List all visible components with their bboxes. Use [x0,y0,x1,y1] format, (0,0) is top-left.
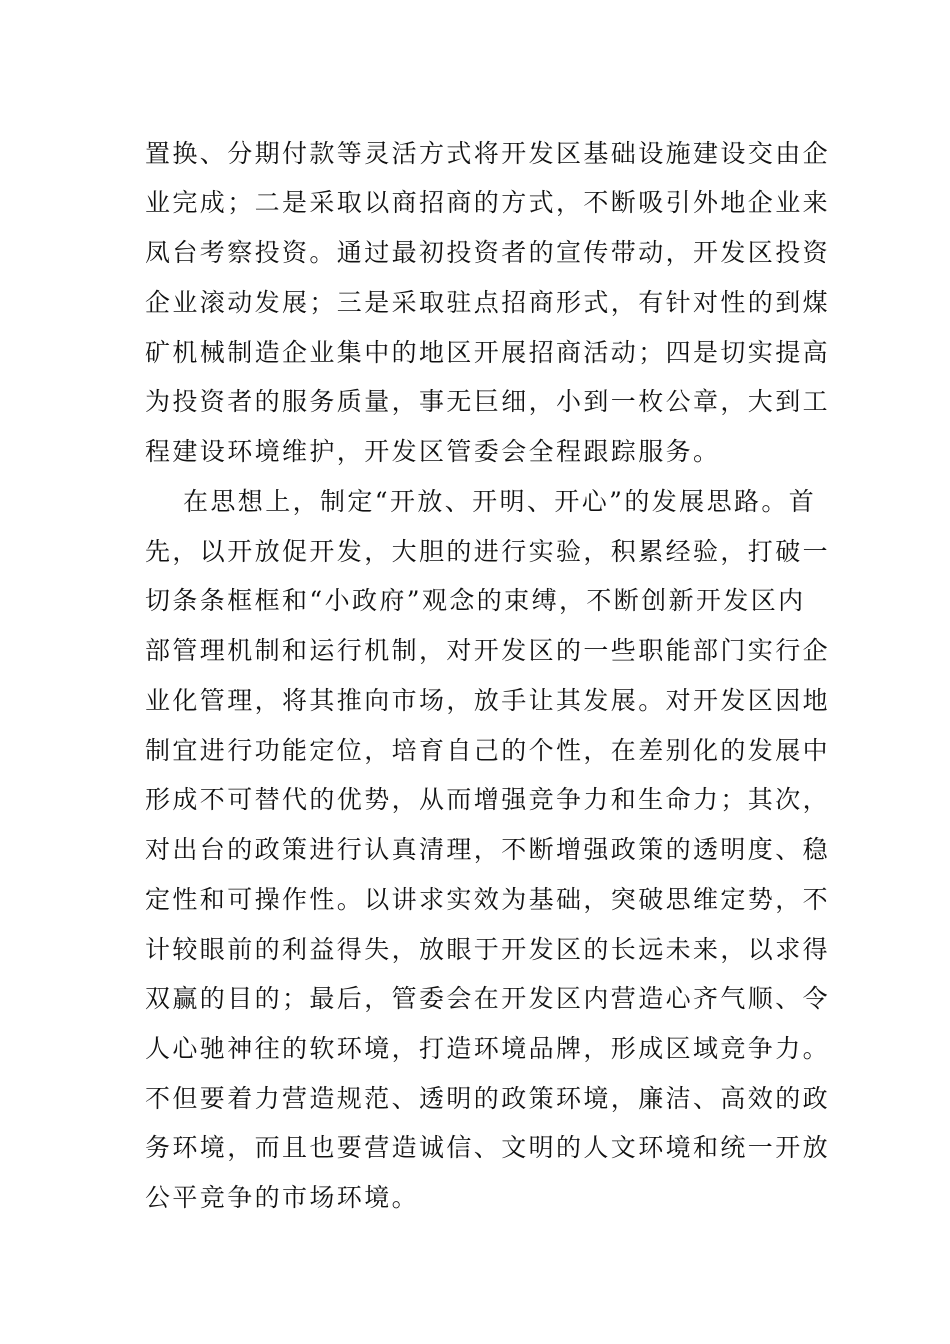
text-line: 计较眼前的利益得失，放眼于开发区的长远未来，以求得 [145,935,831,964]
text-line: 务环境，而且也要营造诚信、文明的人文环境和统一开放 [145,1133,831,1162]
text-line: 对出台的政策进行认真清理，不断增强政策的透明度、稳 [145,835,831,864]
text-line: 双赢的目的；最后，管委会在开发区内营造心齐气顺、令 [145,984,831,1013]
text-line: 业完成；二是采取以商招商的方式，不断吸引外地企业来 [145,188,831,217]
text-line: 切条条框框和“小政府”观念的束缚，不断创新开发区内 [145,586,806,615]
text-line: 程建设环境维护，开发区管委会全程跟踪服务。 [145,437,721,466]
text-line: 公平竞争的市场环境。 [145,1183,420,1212]
text-line: 矿机械制造企业集中的地区开展招商活动；四是切实提高 [145,338,831,367]
text-line: 凤台考察投资。通过最初投资者的宣传带动，开发区投资 [145,238,831,267]
text-line: 人心驰神往的软环境，打造环境品牌，形成区域竞争力。 [145,1034,831,1063]
paragraph-first-line: 在思想上，制定“开放、开明、开心”的发展思路。首 [183,487,817,516]
text-line: 企业滚动发展；三是采取驻点招商形式，有针对性的到煤 [145,288,831,317]
text-line: 置换、分期付款等灵活方式将开发区基础设施建设交由企 [145,139,831,168]
text-line: 定性和可操作性。以讲求实效为基础，突破思维定势，不 [145,885,831,914]
text-line: 业化管理，将其推向市场，放手让其发展。对开发区因地 [145,686,831,715]
text-line: 部管理机制和运行机制，对开发区的一些职能部门实行企 [145,636,831,665]
text-line: 为投资者的服务质量，事无巨细，小到一枚公章，大到工 [145,387,831,416]
text-line: 不但要着力营造规范、透明的政策环境，廉洁、高效的政 [145,1084,831,1113]
text-line: 形成不可替代的优势，从而增强竞争力和生命力；其次， [145,785,831,814]
text-line: 先，以开放促开发，大胆的进行实验，积累经验，打破一 [145,537,831,566]
text-line: 制宜进行功能定位，培育自己的个性，在差别化的发展中 [145,736,831,765]
